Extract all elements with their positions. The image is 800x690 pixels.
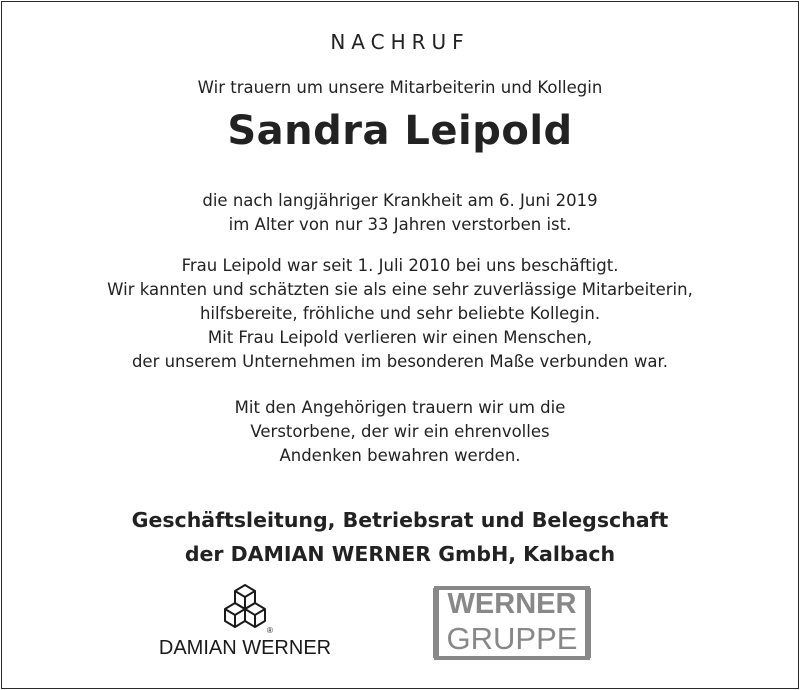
- death-line: die nach langjähriger Krankheit am 6. Juni 2019: [202, 191, 598, 210]
- tribute-line: hilfsbereite, fröhliche und sehr beliebte Kollegin.: [199, 304, 601, 323]
- tribute-line: Wir kannten und schätzten sie als eine sehr zuverlässige Mitarbeiterin,: [107, 280, 693, 299]
- deceased-name: Sandra Leipold: [227, 108, 573, 154]
- notice-heading: NACHRUF: [330, 30, 470, 54]
- cubes-logo-icon: [217, 583, 273, 635]
- condolence-paragraph: [0, 396, 800, 468]
- damian-werner-text: DAMIAN WERNER: [158, 637, 332, 659]
- tribute-line: der unserem Unternehmen im besonderen Maße verbunden war.: [131, 352, 669, 371]
- tribute-line: Frau Leipold war seit 1. Juli 2010 bei uns beschäftigt.: [181, 256, 619, 275]
- tribute-line: Mit Frau Leipold verlieren wir einen Menschen,: [207, 328, 593, 347]
- werner-gruppe-logo: [430, 584, 594, 662]
- condolence-line: Andenken bewahren werden.: [279, 446, 521, 465]
- werner-text: WERNER: [447, 588, 577, 620]
- condolence-line: Mit den Angehörigen trauern wir um die: [234, 398, 566, 417]
- gruppe-text: GRUPPE: [446, 621, 578, 656]
- signoff: [0, 503, 800, 571]
- intro-text: Wir trauern um unsere Mitarbeiterin und Kollegin: [197, 78, 603, 97]
- death-paragraph: [0, 189, 800, 237]
- damian-werner-logo: [155, 583, 335, 663]
- tribute-paragraph: [0, 254, 800, 374]
- condolence-line: Verstorbene, der wir ein ehrenvolles: [250, 422, 550, 441]
- registered-mark: ®: [267, 626, 273, 635]
- signoff-line: der DAMIAN WERNER GmbH, Kalbach: [184, 542, 616, 566]
- death-line: im Alter von nur 33 Jahren verstorben ist.: [228, 215, 572, 234]
- signoff-line: Geschäftsleitung, Betriebsrat und Belegschaft: [131, 508, 669, 532]
